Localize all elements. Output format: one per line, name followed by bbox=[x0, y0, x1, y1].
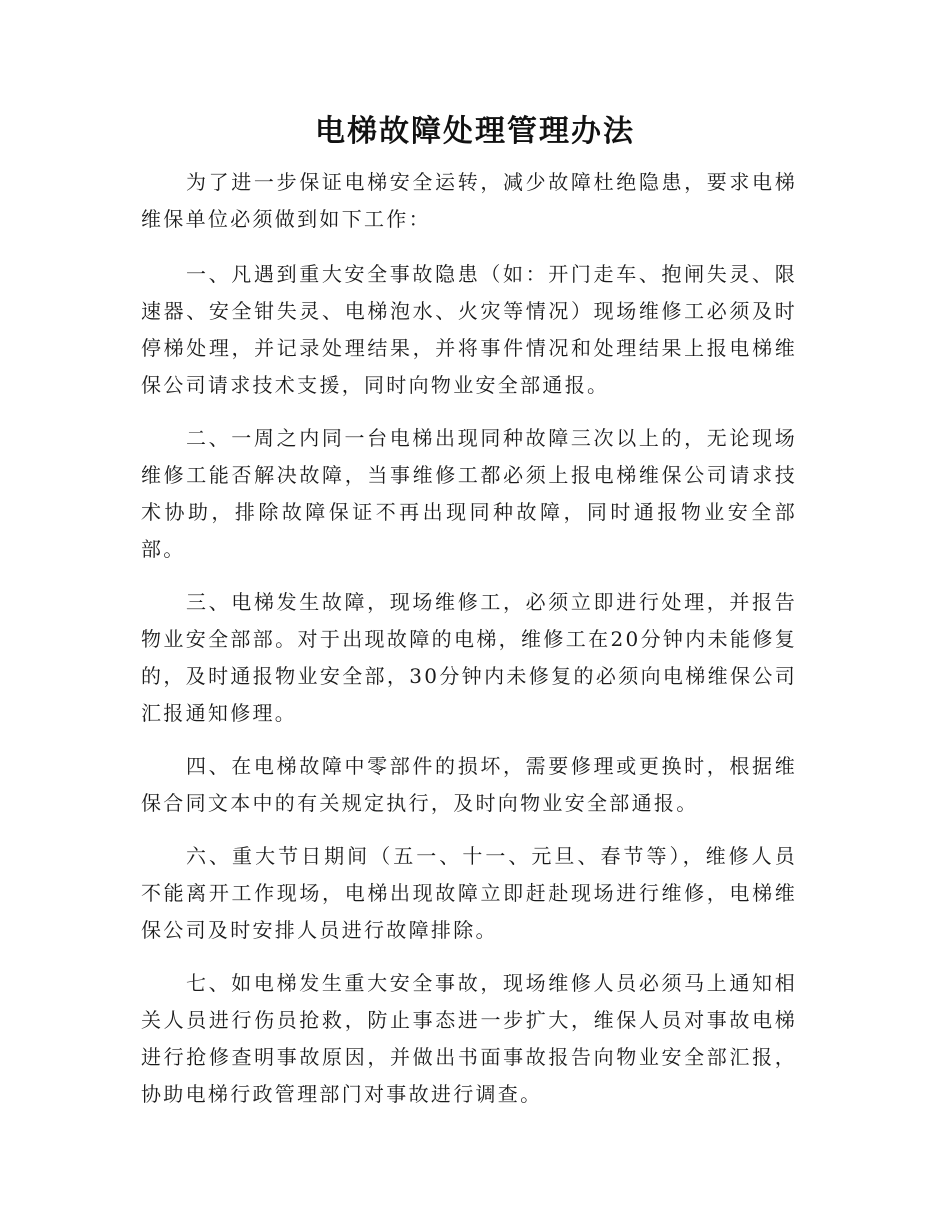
paragraph-item-4: 四、在电梯故障中零部件的损坏，需要修理或更换时，根据维保合同文本中的有关规定执行，及时向物业安全部通报。 bbox=[141, 754, 797, 815]
paragraph-item-7: 七、如电梯发生重大安全事故，现场维修人员必须马上通知相关人员进行伤员抢救，防止事态进一步扩大，维保人员对事故电梯进行抢修查明事故原因，并做出书面事故报告向物业安全部汇报，协助电梯行政管理部门对事故进行调查。 bbox=[141, 971, 797, 1106]
document-body bbox=[141, 164, 797, 1129]
paragraph-item-1: 一、凡遇到重大安全事故隐患（如：开门走车、抱闸失灵、限速器、安全钳失灵、电梯泡水、火灾等情况）现场维修工必须及时停梯处理，并记录处理结果，并将事件情况和处理结果上报电梯维保公司请求技术支援，同时向物业安全部通报。 bbox=[141, 262, 797, 397]
document-title: 电梯故障处理管理办法 bbox=[315, 114, 635, 149]
paragraph-intro: 为了进一步保证电梯安全运转，减少故障杜绝隐患，要求电梯维保单位必须做到如下工作： bbox=[141, 170, 797, 231]
paragraph-item-3: 三、电梯发生故障，现场维修工，必须立即进行处理，并报告物业安全部部。对于出现故障的电梯，维修工在20分钟内未能修复的，及时通报物业安全部，30分钟内未修复的必须向电梯维保公司汇报通知修理。 bbox=[141, 590, 797, 725]
paragraph-item-6: 六、重大节日期间（五一、十一、元旦、春节等），维修人员不能离开工作现场，电梯出现故障立即赶赴现场进行维修，电梯维保公司及时安排人员进行故障排除。 bbox=[141, 844, 797, 942]
paragraph-item-2: 二、一周之内同一台电梯出现同种故障三次以上的，无论现场维修工能否解决故障，当事维修工都必须上报电梯维保公司请求技术协助，排除故障保证不再出现同种故障，同时通报物业安全部部。 bbox=[141, 426, 797, 561]
